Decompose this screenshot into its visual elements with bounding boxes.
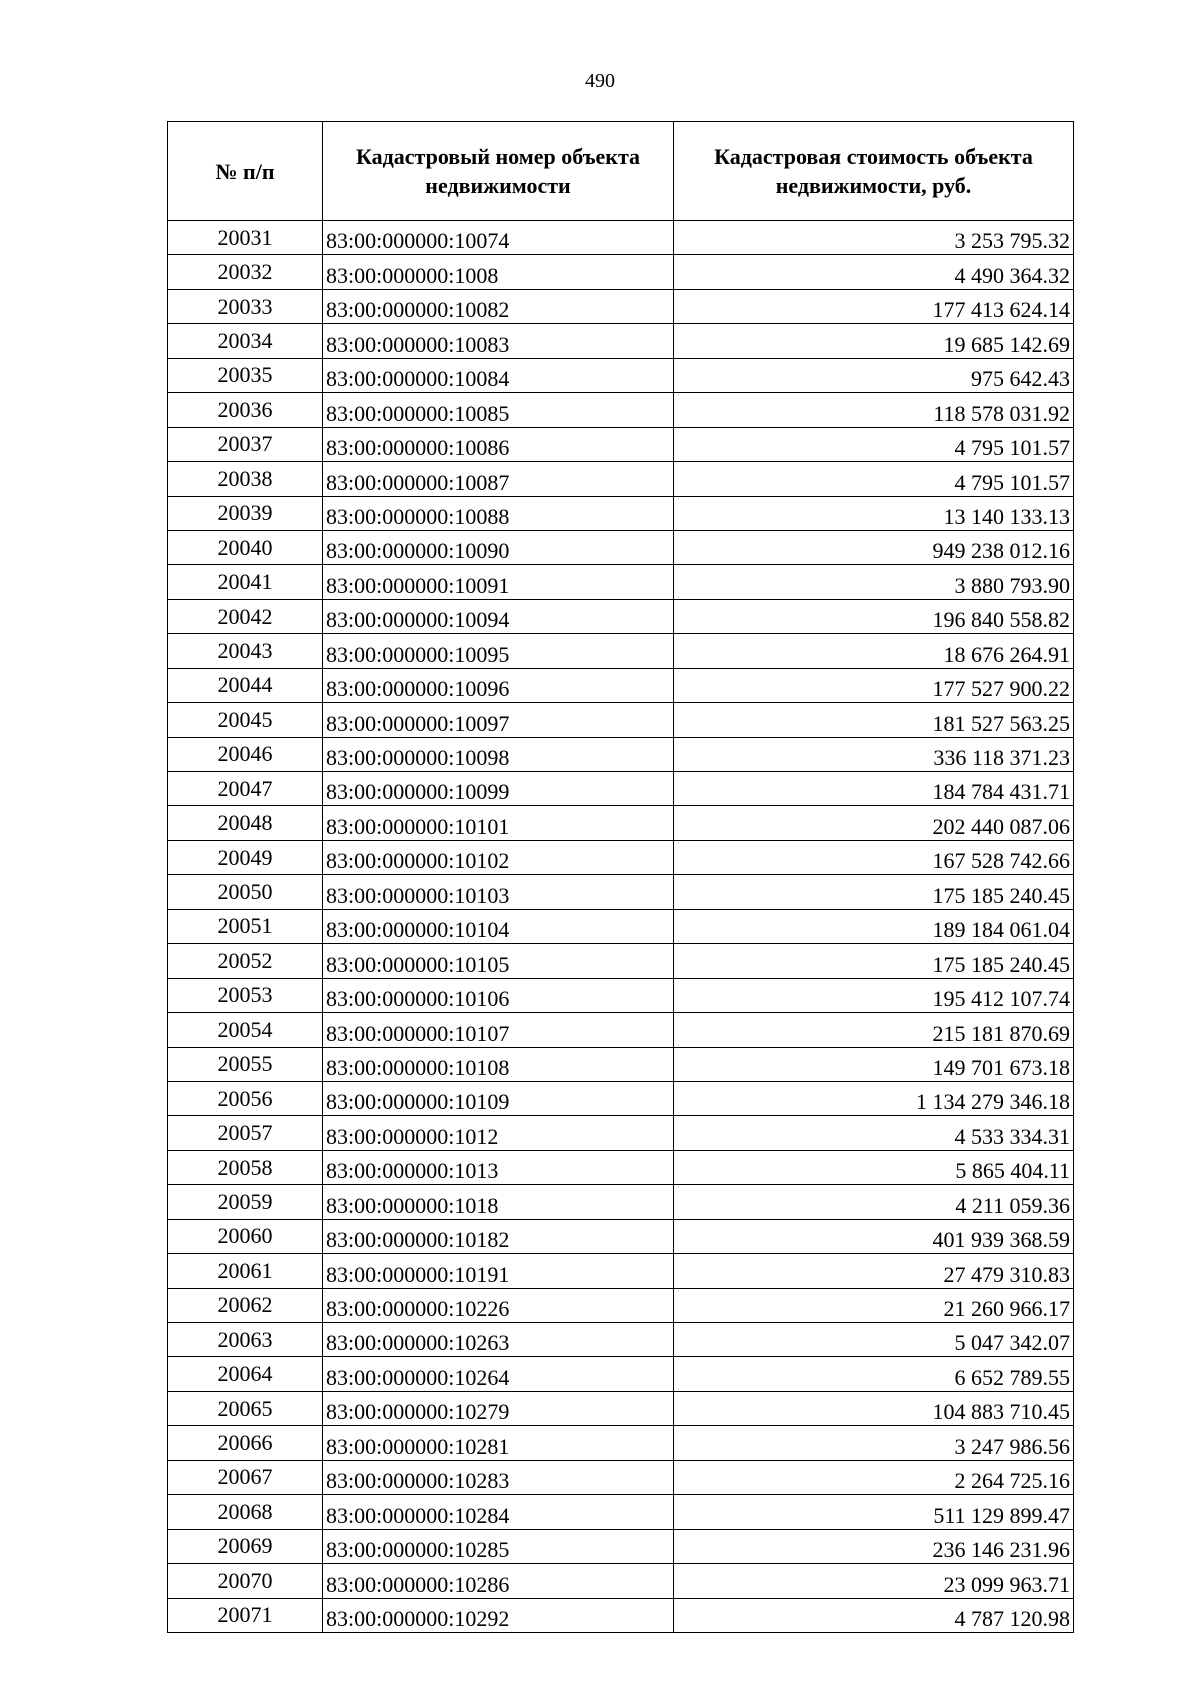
row-number: 20036 <box>168 393 323 427</box>
cadastral-number: 83:00:000000:1018 <box>323 1185 674 1219</box>
row-number: 20062 <box>168 1288 323 1322</box>
cadastral-number: 83:00:000000:10263 <box>323 1323 674 1357</box>
cadastral-value: 215 181 870.69 <box>674 1013 1074 1047</box>
cadastral-number: 83:00:000000:10096 <box>323 668 674 702</box>
row-number: 20060 <box>168 1219 323 1253</box>
table-row <box>168 806 1074 840</box>
table-row <box>168 1426 1074 1460</box>
cadastral-value-table <box>167 121 1074 1633</box>
row-number: 20049 <box>168 840 323 874</box>
cadastral-number: 83:00:000000:1008 <box>323 255 674 289</box>
row-number: 20047 <box>168 772 323 806</box>
cadastral-number: 83:00:000000:10109 <box>323 1081 674 1115</box>
cadastral-value: 181 527 563.25 <box>674 703 1074 737</box>
cadastral-value: 177 527 900.22 <box>674 668 1074 702</box>
table-row <box>168 565 1074 599</box>
table-row <box>168 1185 1074 1219</box>
row-number: 20064 <box>168 1357 323 1391</box>
cadastral-number: 83:00:000000:10082 <box>323 289 674 323</box>
table-row <box>168 1529 1074 1563</box>
table-row <box>168 944 1074 978</box>
cadastral-value: 3 880 793.90 <box>674 565 1074 599</box>
table-row <box>168 393 1074 427</box>
table-row <box>168 1460 1074 1494</box>
cadastral-value: 3 247 986.56 <box>674 1426 1074 1460</box>
table-row <box>168 772 1074 806</box>
cadastral-value: 19 685 142.69 <box>674 324 1074 358</box>
table-row <box>168 1495 1074 1529</box>
row-number: 20034 <box>168 324 323 358</box>
table-row <box>168 840 1074 874</box>
cadastral-value: 949 238 012.16 <box>674 530 1074 564</box>
cadastral-number: 83:00:000000:10083 <box>323 324 674 358</box>
row-number: 20035 <box>168 358 323 392</box>
row-number: 20058 <box>168 1150 323 1184</box>
row-number: 20038 <box>168 462 323 496</box>
cadastral-value: 21 260 966.17 <box>674 1288 1074 1322</box>
cadastral-value: 195 412 107.74 <box>674 978 1074 1012</box>
row-number: 20041 <box>168 565 323 599</box>
row-number: 20031 <box>168 221 323 255</box>
cadastral-value: 167 528 742.66 <box>674 840 1074 874</box>
row-number: 20070 <box>168 1564 323 1598</box>
cadastral-number: 83:00:000000:10292 <box>323 1598 674 1632</box>
cadastral-number: 83:00:000000:10283 <box>323 1460 674 1494</box>
table-row <box>168 1081 1074 1115</box>
cadastral-number: 83:00:000000:10226 <box>323 1288 674 1322</box>
cadastral-value: 1 134 279 346.18 <box>674 1081 1074 1115</box>
cadastral-value: 118 578 031.92 <box>674 393 1074 427</box>
cadastral-number: 83:00:000000:10101 <box>323 806 674 840</box>
table-row <box>168 289 1074 323</box>
cadastral-number: 83:00:000000:10094 <box>323 599 674 633</box>
row-number: 20068 <box>168 1495 323 1529</box>
row-number: 20071 <box>168 1598 323 1632</box>
row-number: 20067 <box>168 1460 323 1494</box>
row-number: 20063 <box>168 1323 323 1357</box>
cadastral-number: 83:00:000000:10103 <box>323 875 674 909</box>
page-number: 490 <box>585 70 615 92</box>
row-number: 20052 <box>168 944 323 978</box>
table-row <box>168 324 1074 358</box>
cadastral-value: 196 840 558.82 <box>674 599 1074 633</box>
cadastral-number: 83:00:000000:10102 <box>323 840 674 874</box>
table-row <box>168 427 1074 461</box>
cadastral-number: 83:00:000000:10088 <box>323 496 674 530</box>
row-number: 20032 <box>168 255 323 289</box>
row-number: 20039 <box>168 496 323 530</box>
row-number: 20043 <box>168 634 323 668</box>
cadastral-value: 175 185 240.45 <box>674 944 1074 978</box>
table-row <box>168 737 1074 771</box>
cadastral-value: 149 701 673.18 <box>674 1047 1074 1081</box>
row-number: 20061 <box>168 1254 323 1288</box>
cadastral-number: 83:00:000000:10107 <box>323 1013 674 1047</box>
cadastral-number: 83:00:000000:10191 <box>323 1254 674 1288</box>
cadastral-value: 4 490 364.32 <box>674 255 1074 289</box>
row-number: 20053 <box>168 978 323 1012</box>
table-row <box>168 255 1074 289</box>
cadastral-number: 83:00:000000:1013 <box>323 1150 674 1184</box>
cadastral-number: 83:00:000000:10099 <box>323 772 674 806</box>
row-number: 20044 <box>168 668 323 702</box>
cadastral-value: 175 185 240.45 <box>674 875 1074 909</box>
cadastral-value: 4 795 101.57 <box>674 427 1074 461</box>
row-number: 20046 <box>168 737 323 771</box>
table-header-row <box>168 122 1074 221</box>
cadastral-number: 83:00:000000:10281 <box>323 1426 674 1460</box>
cadastral-number: 83:00:000000:10095 <box>323 634 674 668</box>
table-row <box>168 909 1074 943</box>
cadastral-number: 83:00:000000:10090 <box>323 530 674 564</box>
row-number: 20051 <box>168 909 323 943</box>
cadastral-number: 83:00:000000:10074 <box>323 221 674 255</box>
cadastral-number: 83:00:000000:10264 <box>323 1357 674 1391</box>
cadastral-number: 83:00:000000:10279 <box>323 1391 674 1425</box>
cadastral-number: 83:00:000000:10285 <box>323 1529 674 1563</box>
table-row <box>168 703 1074 737</box>
row-number: 20045 <box>168 703 323 737</box>
table-row <box>168 875 1074 909</box>
header-number: № п/п <box>168 122 323 221</box>
cadastral-value: 5 047 342.07 <box>674 1323 1074 1357</box>
cadastral-number: 83:00:000000:10098 <box>323 737 674 771</box>
table-body <box>168 221 1074 1633</box>
table-row <box>168 1288 1074 1322</box>
table-row <box>168 496 1074 530</box>
row-number: 20050 <box>168 875 323 909</box>
row-number: 20040 <box>168 530 323 564</box>
cadastral-value: 3 253 795.32 <box>674 221 1074 255</box>
cadastral-value: 4 795 101.57 <box>674 462 1074 496</box>
table-row <box>168 1564 1074 1598</box>
header-cadastral-value: Кадастровая стоимость объекта недвижимости, руб. <box>674 122 1074 221</box>
table-row <box>168 1598 1074 1632</box>
cadastral-number: 83:00:000000:10084 <box>323 358 674 392</box>
cadastral-value: 6 652 789.55 <box>674 1357 1074 1391</box>
cadastral-value: 177 413 624.14 <box>674 289 1074 323</box>
cadastral-number: 83:00:000000:10086 <box>323 427 674 461</box>
table-row <box>168 1323 1074 1357</box>
table-row <box>168 1047 1074 1081</box>
row-number: 20054 <box>168 1013 323 1047</box>
row-number: 20055 <box>168 1047 323 1081</box>
cadastral-value: 4 211 059.36 <box>674 1185 1074 1219</box>
cadastral-value: 511 129 899.47 <box>674 1495 1074 1529</box>
cadastral-value: 401 939 368.59 <box>674 1219 1074 1253</box>
cadastral-number: 83:00:000000:10085 <box>323 393 674 427</box>
cadastral-value: 27 479 310.83 <box>674 1254 1074 1288</box>
cadastral-number: 83:00:000000:10286 <box>323 1564 674 1598</box>
table-row <box>168 530 1074 564</box>
cadastral-value: 23 099 963.71 <box>674 1564 1074 1598</box>
row-number: 20059 <box>168 1185 323 1219</box>
cadastral-number: 83:00:000000:10104 <box>323 909 674 943</box>
cadastral-value: 18 676 264.91 <box>674 634 1074 668</box>
cadastral-number: 83:00:000000:10108 <box>323 1047 674 1081</box>
table-row <box>168 1150 1074 1184</box>
row-number: 20048 <box>168 806 323 840</box>
cadastral-number: 83:00:000000:10097 <box>323 703 674 737</box>
cadastral-number: 83:00:000000:10106 <box>323 978 674 1012</box>
row-number: 20056 <box>168 1081 323 1115</box>
table-row <box>168 978 1074 1012</box>
table-row <box>168 1116 1074 1150</box>
cadastral-value: 5 865 404.11 <box>674 1150 1074 1184</box>
row-number: 20057 <box>168 1116 323 1150</box>
row-number: 20037 <box>168 427 323 461</box>
table-row <box>168 1391 1074 1425</box>
cadastral-value: 2 264 725.16 <box>674 1460 1074 1494</box>
cadastral-value: 4 787 120.98 <box>674 1598 1074 1632</box>
table-row <box>168 599 1074 633</box>
table-row <box>168 1219 1074 1253</box>
row-number: 20065 <box>168 1391 323 1425</box>
cadastral-number: 83:00:000000:1012 <box>323 1116 674 1150</box>
table-row <box>168 1254 1074 1288</box>
header-cadastral-number: Кадастровый номер объекта недвижимости <box>323 122 674 221</box>
row-number: 20069 <box>168 1529 323 1563</box>
table-row <box>168 221 1074 255</box>
table-row <box>168 634 1074 668</box>
table-row <box>168 358 1074 392</box>
table-row <box>168 1013 1074 1047</box>
table-row <box>168 668 1074 702</box>
cadastral-number: 83:00:000000:10105 <box>323 944 674 978</box>
cadastral-value: 189 184 061.04 <box>674 909 1074 943</box>
cadastral-value: 202 440 087.06 <box>674 806 1074 840</box>
cadastral-value: 236 146 231.96 <box>674 1529 1074 1563</box>
cadastral-value: 336 118 371.23 <box>674 737 1074 771</box>
cadastral-value: 104 883 710.45 <box>674 1391 1074 1425</box>
cadastral-number: 83:00:000000:10182 <box>323 1219 674 1253</box>
table-row <box>168 1357 1074 1391</box>
row-number: 20042 <box>168 599 323 633</box>
table-row <box>168 462 1074 496</box>
cadastral-value: 184 784 431.71 <box>674 772 1074 806</box>
row-number: 20066 <box>168 1426 323 1460</box>
cadastral-value: 4 533 334.31 <box>674 1116 1074 1150</box>
cadastral-number: 83:00:000000:10284 <box>323 1495 674 1529</box>
cadastral-number: 83:00:000000:10087 <box>323 462 674 496</box>
cadastral-number: 83:00:000000:10091 <box>323 565 674 599</box>
row-number: 20033 <box>168 289 323 323</box>
cadastral-value: 13 140 133.13 <box>674 496 1074 530</box>
cadastral-value: 975 642.43 <box>674 358 1074 392</box>
